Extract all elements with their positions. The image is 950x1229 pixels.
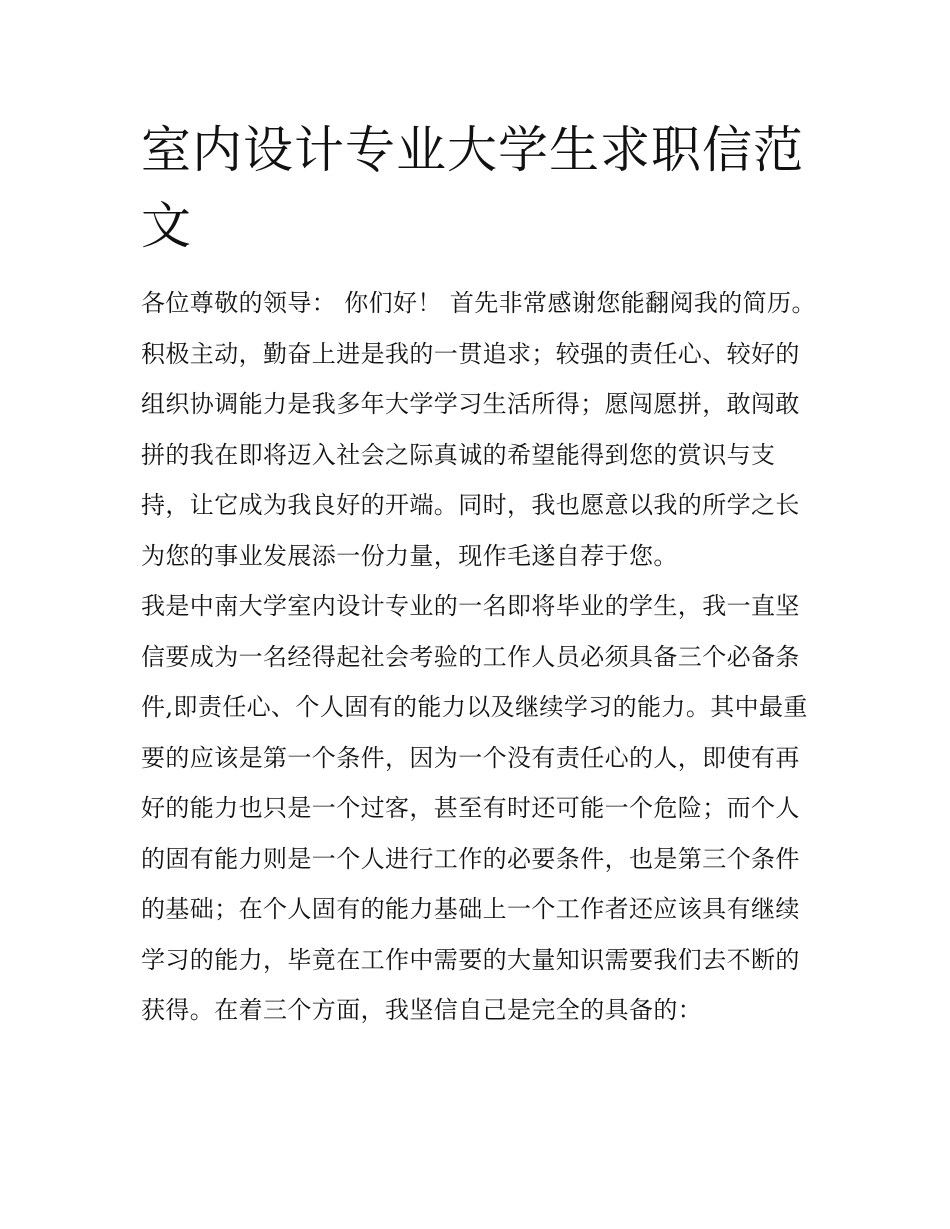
document-title: 室内设计专业大学生求职信范文: [141, 121, 804, 255]
self-introduction-paragraph: 积极主动，勤奋上进是我的一贯追求；较强的责任心、较好的组织协调能力是我多年大学学习生活所得；愿闯愿拼，敢闯敢拼的我在即将迈入社会之际真诚的希望能得到您的赏识与支持，让它成为我良好的开端。同时，我也愿意以我的所学之长为您的事业发展添一份力量，现作毛遂自荐于您。: [141, 339, 800, 570]
greeting-paragraph: 各位尊敬的领导： 你们好！ 首先非常感谢您能翻阅我的简历。: [141, 289, 816, 317]
qualifications-paragraph: 我是中南大学室内设计专业的一名即将毕业的学生，我一直坚信要成为一名经得起社会考验的工作人员必须具备三个必备条件,即责任心、个人固有的能力以及继续学习的能力。其中最重要的应该是第一个条件，因为一个没有责任心的人，即使有再好的能力也只是一个过客，甚至有时还可能一个危险；而个人的固有能力则是一个人进行工作的必要条件，也是第三个条件的基础；在个人固有的能力基础上一个工作者还应该具有继续学习的能力，毕竟在工作中需要的大量知识需要我们去不断的获得。在着三个方面，我坚信自己是完全的具备的：: [141, 592, 808, 1024]
document-body: [141, 112, 821, 1036]
